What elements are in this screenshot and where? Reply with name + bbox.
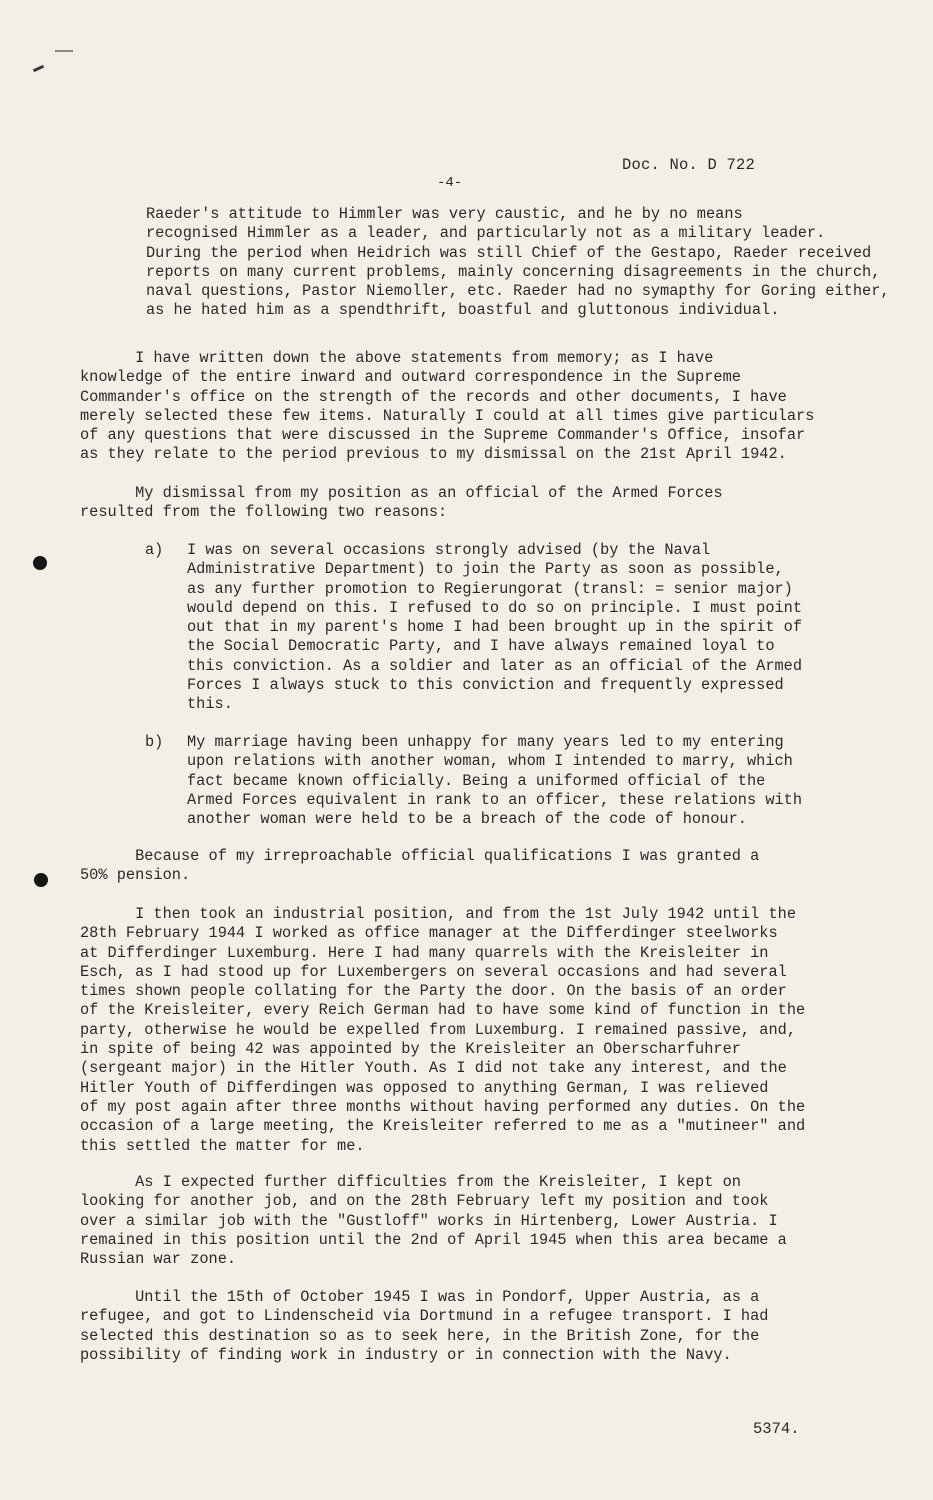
pen-mark: [33, 65, 44, 72]
page-footer-number: 5374.: [753, 1420, 800, 1438]
punch-hole: [34, 873, 48, 887]
paragraph-industrial-position: I then took an industrial position, and from the 1st July 1942 until the 28th February 1944 I worked as office manager at the Differdinger steelworks at Differdinger Luxemburg. Here I had many quarrels with the Kreisleiter in Esch, as I had stood up for Luxembergers on several occasions and had several times shown people collating for the Party the door. On the basis of an order of the Kreisleiter, every Reich German had to have some kind of function in the party, otherwise he would be expelled from Luxemburg. I remained passive, and, in spite of being 42 was appointed by the Kreisleiter an Oberscharfuhrer (sergeant major) in the Hitler Youth. As I did not take any interest, and the Hitler Youth of Differdingen was opposed to anything German, I was relieved of my post again after three months without having performed any duties. On the occasion of a large meeting, the Kreisleiter referred to me as a "mutineer" and this settled the matter for me.: [80, 905, 806, 1155]
page-number: -4-: [437, 175, 463, 191]
pen-mark: [55, 50, 73, 52]
reason-b-label: b): [145, 733, 164, 751]
paragraph-pension: Because of my irreproachable official qualifications I was granted a 50% pension.: [80, 847, 760, 885]
reason-a-text: I was on several occasions strongly advised (by the Naval Administrative Department) to join the Party as soon as possible, as any further promotion to Regierungorat (transl: = senior major) would depend on this. I refused to do so on principle. I must point out that in my parent's home I had been brought up in the spirit of the Social Democratic Party, and I have always remained loyal to this conviction. As a soldier and later as an official of the Armed Forces I always stuck to this conviction and frequently expressed this.: [187, 541, 803, 714]
paragraph-refugee: Until the 15th of October 1945 I was in Pondorf, Upper Austria, as a refugee, and got to Lindenscheid via Dortmund in a refugee transport. I had selected this destination so as to seek here, in the British Zone, for the possibility of finding work in industry or in connection with the Navy.: [80, 1288, 769, 1364]
paragraph-raeder-attitude: Raeder's attitude to Himmler was very caustic, and he by no means recognised Himmler as a leader, and particularly not as a military leader. During the period when Heidrich was still Chief of the Gestapo, Raeder received reports on many current problems, mainly concerning disagreements in the church, naval questions, Pastor Niemoller, etc. Raeder had no symapthy for Goring either, as he hated him as a spendthrift, boastful and gluttonous individual.: [146, 205, 890, 320]
punch-hole: [33, 556, 47, 570]
reason-a-label: a): [145, 541, 164, 559]
paragraph-statements-memory: I have written down the above statements from memory; as I have knowledge of the entire inward and outward correspondence in the Supreme Commander's office on the strength of the records and other documents, I have merely selected these few items. Naturally I could at all times give particulars of any questions that were discussed in the Supreme Commander's Office, insofar as they relate to the period previous to my dismissal on the 21st April 1942.: [80, 349, 815, 464]
document-number: Doc. No. D 722: [622, 156, 756, 174]
paragraph-gustloff: As I expected further difficulties from the Kreisleiter, I kept on looking for another job, and on the 28th February left my position and took over a similar job with the "Gustloff" works in Hirtenberg, Lower Austria. I remained in this position until the 2nd of April 1945 when this area became a Russian war zone.: [80, 1173, 787, 1269]
paragraph-dismissal: My dismissal from my position as an official of the Armed Forces resulted from the following two reasons:: [80, 484, 723, 522]
reason-b-text: My marriage having been unhappy for many years led to my entering upon relations with another woman, whom I intended to marry, which fact became known officially. Being a uniformed official of the Armed Forces equivalent in rank to an officer, these relations with another woman were held to be a breach of the code of honour.: [187, 733, 803, 829]
